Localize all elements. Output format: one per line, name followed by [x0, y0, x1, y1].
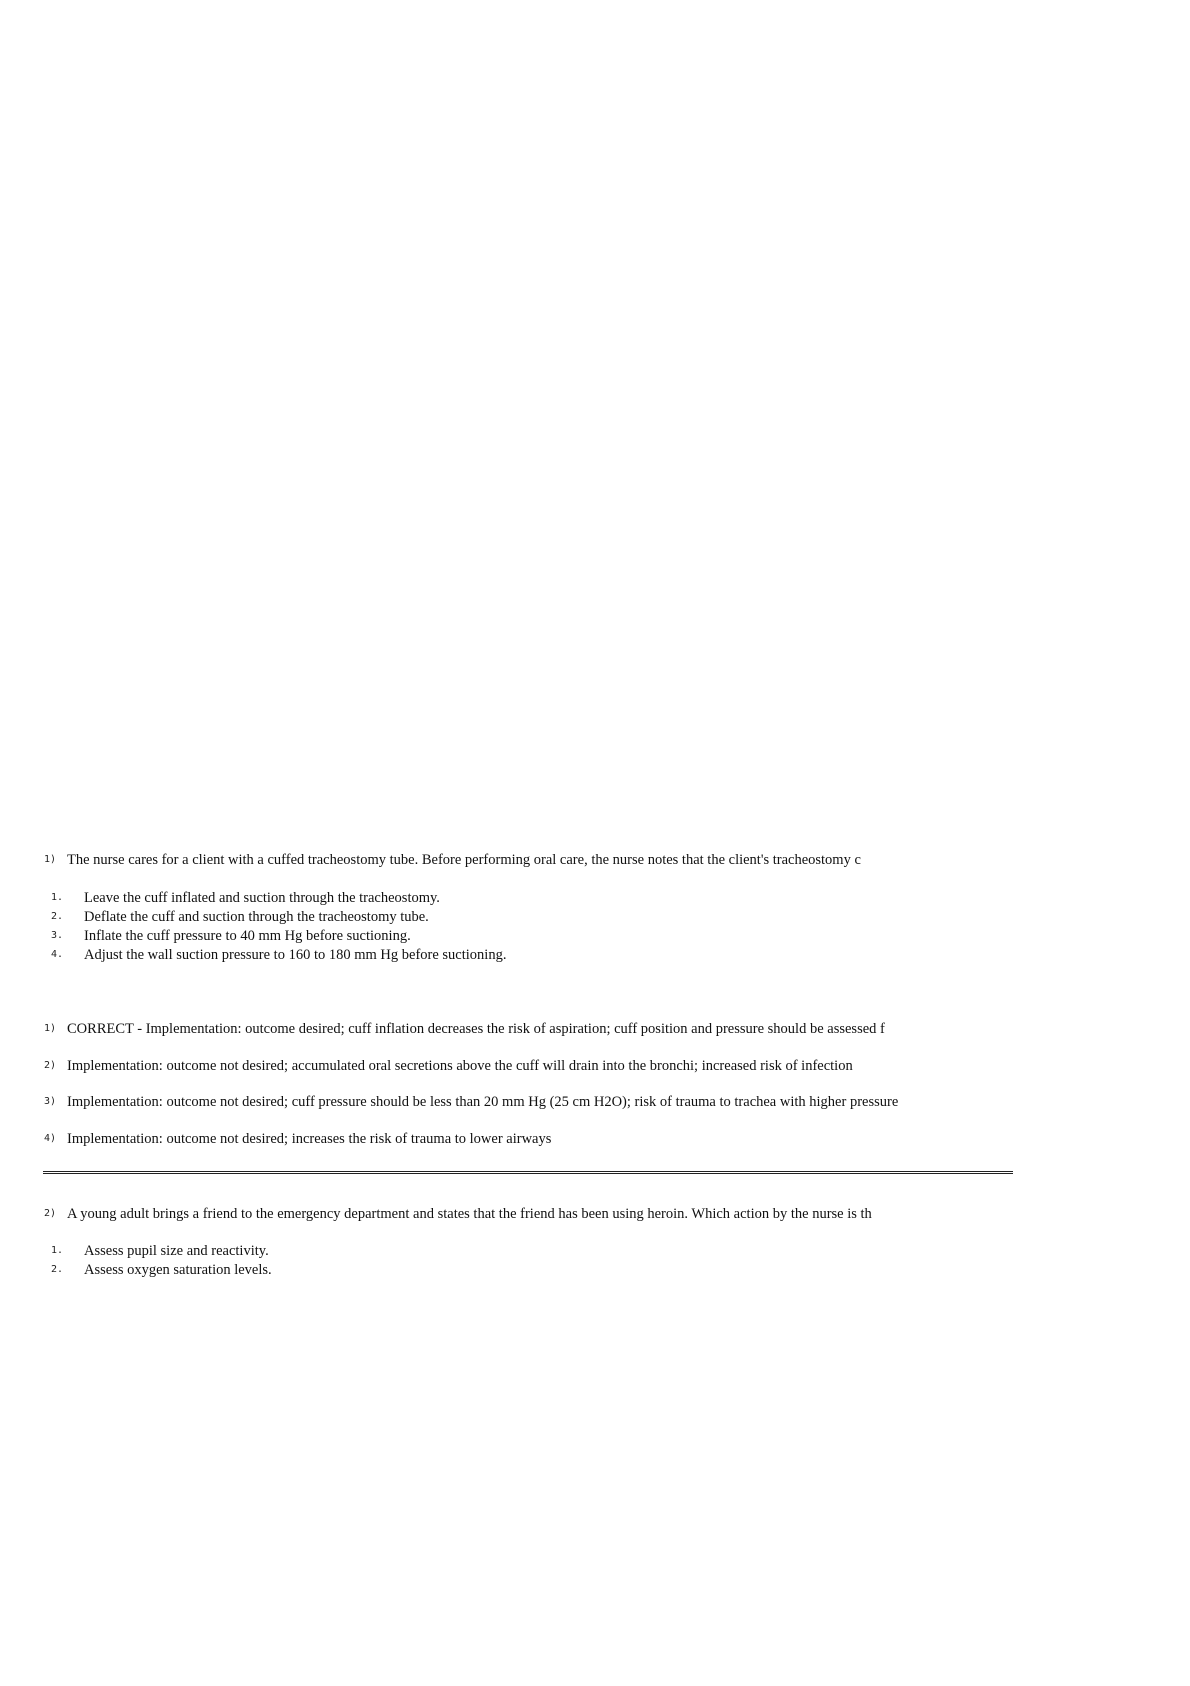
option-number: 1.: [51, 892, 64, 903]
option-text: Assess pupil size and reactivity.: [84, 1243, 269, 1259]
question-number: 2): [44, 1208, 57, 1219]
rationale-text: Implementation: outcome not desired; cuff pressure should be less than 20 mm Hg (25 cm H2O); risk of trauma to trachea with higher pressure: [67, 1094, 899, 1110]
section-divider: [43, 1171, 1013, 1174]
question-number: 1): [44, 854, 57, 865]
option-number: 2.: [51, 911, 64, 922]
rationale-number: 4): [44, 1133, 57, 1144]
option-number: 1.: [51, 1245, 64, 1256]
option-text: Assess oxygen saturation levels.: [84, 1262, 272, 1278]
option-text: Adjust the wall suction pressure to 160 to 180 mm Hg before suctioning.: [84, 947, 507, 963]
rationale-text: Implementation: outcome not desired; accumulated oral secretions above the cuff will drain into the bronchi; increased risk of infection: [67, 1058, 853, 1074]
rationale-number: 1): [44, 1023, 57, 1034]
option-text: Inflate the cuff pressure to 40 mm Hg before suctioning.: [84, 928, 411, 944]
rationale-text: CORRECT - Implementation: outcome desired; cuff inflation decreases the risk of aspiration; cuff position and pressure should be assessed f: [67, 1021, 885, 1037]
option-number: 4.: [51, 949, 64, 960]
option-text: Leave the cuff inflated and suction through the tracheostomy.: [84, 890, 440, 906]
rationale-number: 3): [44, 1096, 57, 1107]
question-stem: A young adult brings a friend to the emergency department and states that the friend has been using heroin. Which action by the nurse is th: [67, 1206, 872, 1222]
rationale-text: Implementation: outcome not desired; increases the risk of trauma to lower airways: [67, 1131, 552, 1147]
option-number: 2.: [51, 1264, 64, 1275]
question-stem: The nurse cares for a client with a cuffed tracheostomy tube. Before performing oral care, the nurse notes that the client's tracheostomy c: [67, 852, 861, 868]
option-number: 3.: [51, 930, 64, 941]
option-text: Deflate the cuff and suction through the tracheostomy tube.: [84, 909, 429, 925]
rationale-number: 2): [44, 1060, 57, 1071]
